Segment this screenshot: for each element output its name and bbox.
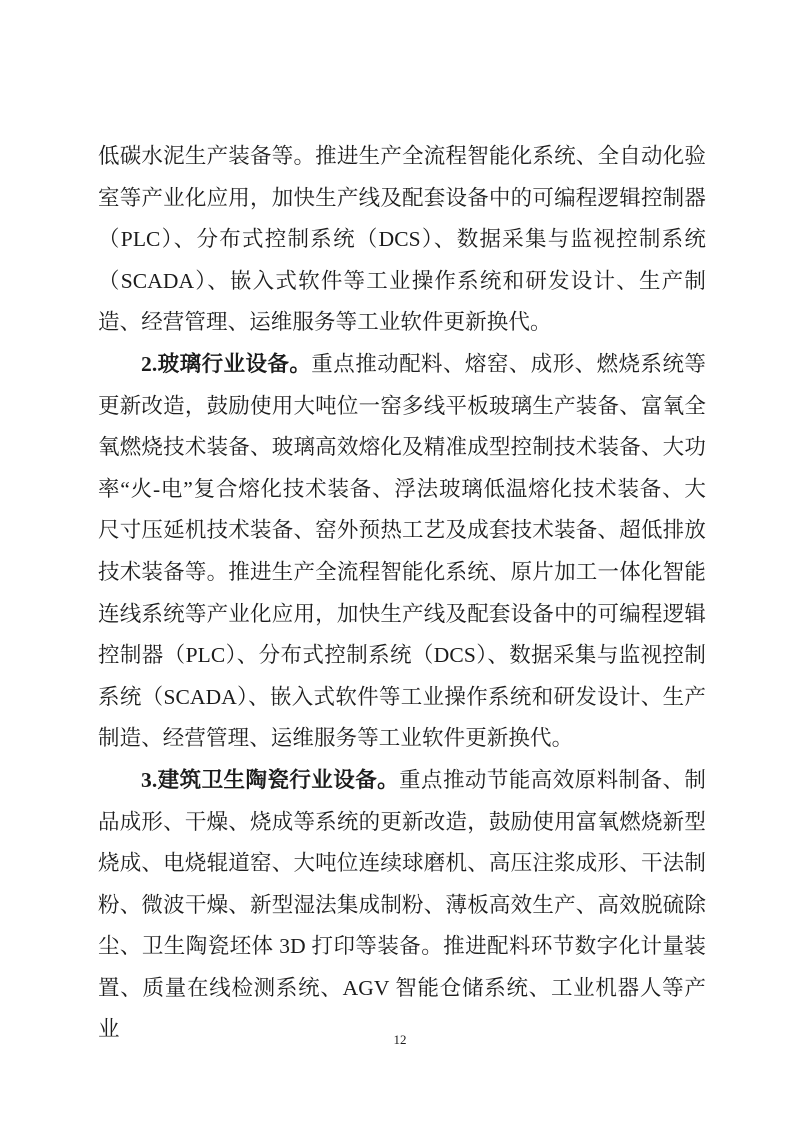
paragraph-text: 低碳水泥生产装备等。推进生产全流程智能化系统、全自动化验室等产业化应用，加快生产线及配套设备中的可编程逻辑控制器（PLC）、分布式控制系统（DCS）、数据采集与监视控制系统（SCADA）、嵌入式软件等工业操作系统和研发设计、生产制造、经营管理、运维服务等工业软件更新换代。 bbox=[98, 144, 706, 335]
paragraph-glass-equipment bbox=[98, 344, 706, 760]
paragraph-heading: 2.玻璃行业设备。 bbox=[141, 351, 312, 376]
paragraph-ceramics-equipment bbox=[98, 760, 706, 1051]
page-number: 12 bbox=[393, 1032, 407, 1047]
paragraph-text: 重点推动配料、熔窑、成形、燃烧系统等更新改造，鼓励使用大吨位一窑多线平板玻璃生产装备、富氧全氧燃烧技术装备、玻璃高效熔化及精准成型控制技术装备、大功率“火-电”复合熔化技术装备、浮法玻璃低温熔化技术装备、大尺寸压延机技术装备、窑外预热工艺及成套技术装备、超低排放技术装备等。推进生产全流程智能化系统、原片加工一体化智能连线系统等产业化应用，加快生产线及配套设备中的可编程逻辑控制器（PLC）、分布式控制系统（DCS）、数据采集与监视控制系统（SCADA）、嵌入式软件等工业操作系统和研发设计、生产制造、经营管理、运维服务等工业软件更新换代。 bbox=[98, 351, 706, 751]
paragraph-cement-continued bbox=[98, 136, 706, 344]
paragraph-text: 重点推动节能高效原料制备、制品成形、干燥、烧成等系统的更新改造，鼓励使用富氧燃烧新型烧成、电烧辊道窑、大吨位连续球磨机、高压注浆成形、干法制粉、微波干燥、新型湿法集成制粉、薄板高效生产、高效脱硫除尘、卫生陶瓷坯体 3D 打印等装备。推进配料环节数字化计量装置、质量在线检测系统、AGV 智能仓储系统、工业机器人等产业 bbox=[98, 767, 706, 1042]
paragraph-heading: 3.建筑卫生陶瓷行业设备。 bbox=[141, 767, 400, 792]
page-body bbox=[98, 136, 706, 1051]
